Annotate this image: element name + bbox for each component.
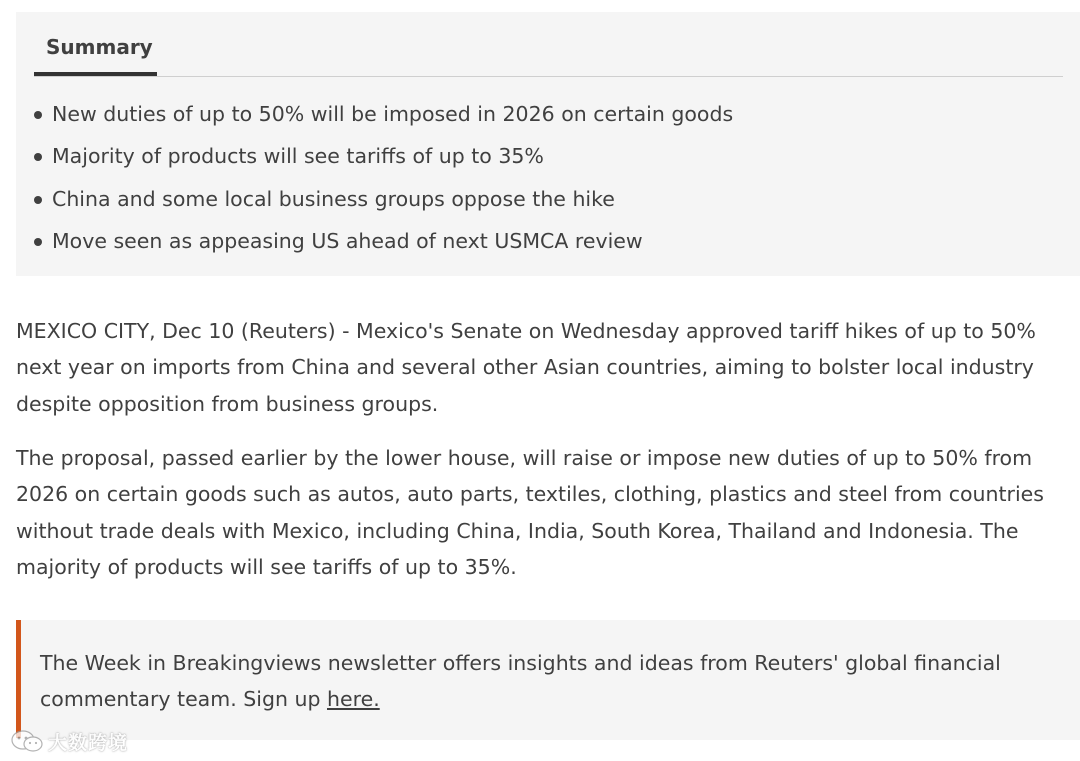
promo-text (40, 645, 1050, 717)
wechat-logo-icon (10, 729, 44, 753)
summary-item-text: China and some local business groups oppose the hike (52, 186, 615, 211)
watermark-text: 大数跨境 (48, 731, 129, 754)
summary-item (34, 225, 733, 267)
summary-item (34, 183, 733, 225)
newsletter-promo (16, 620, 1080, 740)
bullet-icon (34, 238, 42, 246)
watermark (10, 728, 128, 754)
article-paragraph-2: The proposal, passed earlier by the lower house, will raise or impose new duties of up to 50% from 2026 on certain goods such as autos, auto parts, textiles, clothing, plastics and steel from countries without trade deals with Mexico, including China, India, South Korea, Thailand and Indonesia. The majority of products will see tariffs of up to 35%. (16, 446, 1044, 579)
signup-link[interactable]: here. (327, 687, 380, 711)
summary-list (34, 98, 733, 267)
summary-tab[interactable]: Summary (34, 34, 157, 76)
promo-body-text: The Week in Breakingviews newsletter offers insights and ideas from Reuters' global financial commentary team. Sign up (40, 651, 1001, 711)
summary-box (16, 12, 1080, 276)
summary-item-text: New duties of up to 50% will be imposed in 2026 on certain goods (52, 102, 734, 126)
summary-item-text: Majority of products will see tariffs of up to 35% (52, 144, 544, 169)
summary-tabbar (34, 12, 1063, 77)
promo-accent-bar (16, 620, 21, 738)
bullet-icon (34, 196, 42, 204)
summary-item-text: Move seen as appeasing US ahead of next USMCA review (52, 228, 643, 253)
summary-item (34, 140, 733, 182)
summary-item (34, 98, 733, 140)
article-paragraph-1: MEXICO CITY, Dec 10 (Reuters) - Mexico's Senate on Wednesday approved tariff hikes of up to 50% next year on imports from China and several other Asian countries, aiming to bolster local industry despite opposition from business groups. (16, 319, 1036, 416)
bullet-icon (34, 153, 42, 161)
bullet-icon (34, 111, 42, 119)
